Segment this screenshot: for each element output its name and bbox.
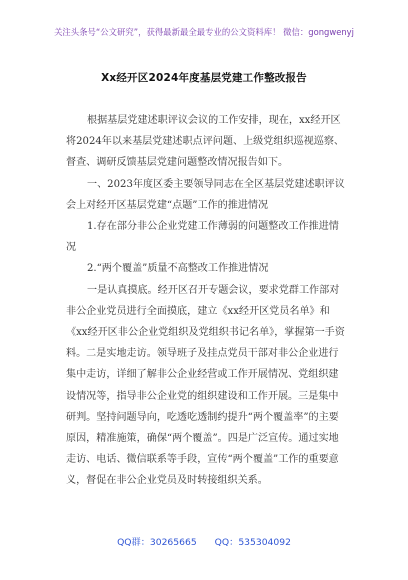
promo-header [0, 0, 408, 60]
qq-contact-label: QQ：535304092 [214, 537, 291, 548]
document-body [66, 110, 348, 492]
paragraph-section-1: 一、2023年度区委主要领导同志在全区基层党建述职评议会上对经开区基层党建“点题”工作的推进情况 [66, 178, 345, 211]
paragraph-item-1: 1.存在部分非公企业党建工作薄弱的问题整改工作推进情况 [66, 221, 339, 254]
paragraph-item-2: 2.“两个覆盖”质量不高整改工作推进情况 [87, 263, 269, 275]
promo-text: 关注头条号“公文研究”，获得最新最全最专业的公文资料库！ 微信：gongwenyj [54, 27, 354, 37]
qq-group-label: QQ群：30265665 [117, 537, 197, 548]
contact-footer [0, 534, 408, 548]
paragraph-intro: 根据基层党建述职评议会议的工作安排，现在，xx经开区将2024年以来基层党建述职点评问题、上级党组织巡视巡察、督查、调研反馈基层党建问题整改情况报告如下。 [66, 115, 345, 169]
paragraph-details: 一是认真摸底。经开区召开专题会议，要求党群工作部对非公企业党员进行全面摸底，建立《xx经开区党员名单》和《xx经开区非公企业党组织及党组织书记名单》，掌握第一手资料。二是实地走访。领导班子及挂点党员干部对非公企业进行集中走访，详细了解非公企业经营或工作开展情况、党组织建设情况等，指导非公企业党的组织建设和工作开展。三是集中研判。坚持问题导向，吃透吃透制约提升“两个覆盖率”的主要原因，精准施策，确保“两个覆盖”。四是广泛宣传。通过实地走访、电话、微信联系等手段，宣传“两个覆盖”工作的重要意义，督促在非公企业党员及时转接组织关系。 [66, 284, 345, 487]
document-title: Xx经开区2024年度基层党建工作整改报告 [101, 72, 307, 84]
